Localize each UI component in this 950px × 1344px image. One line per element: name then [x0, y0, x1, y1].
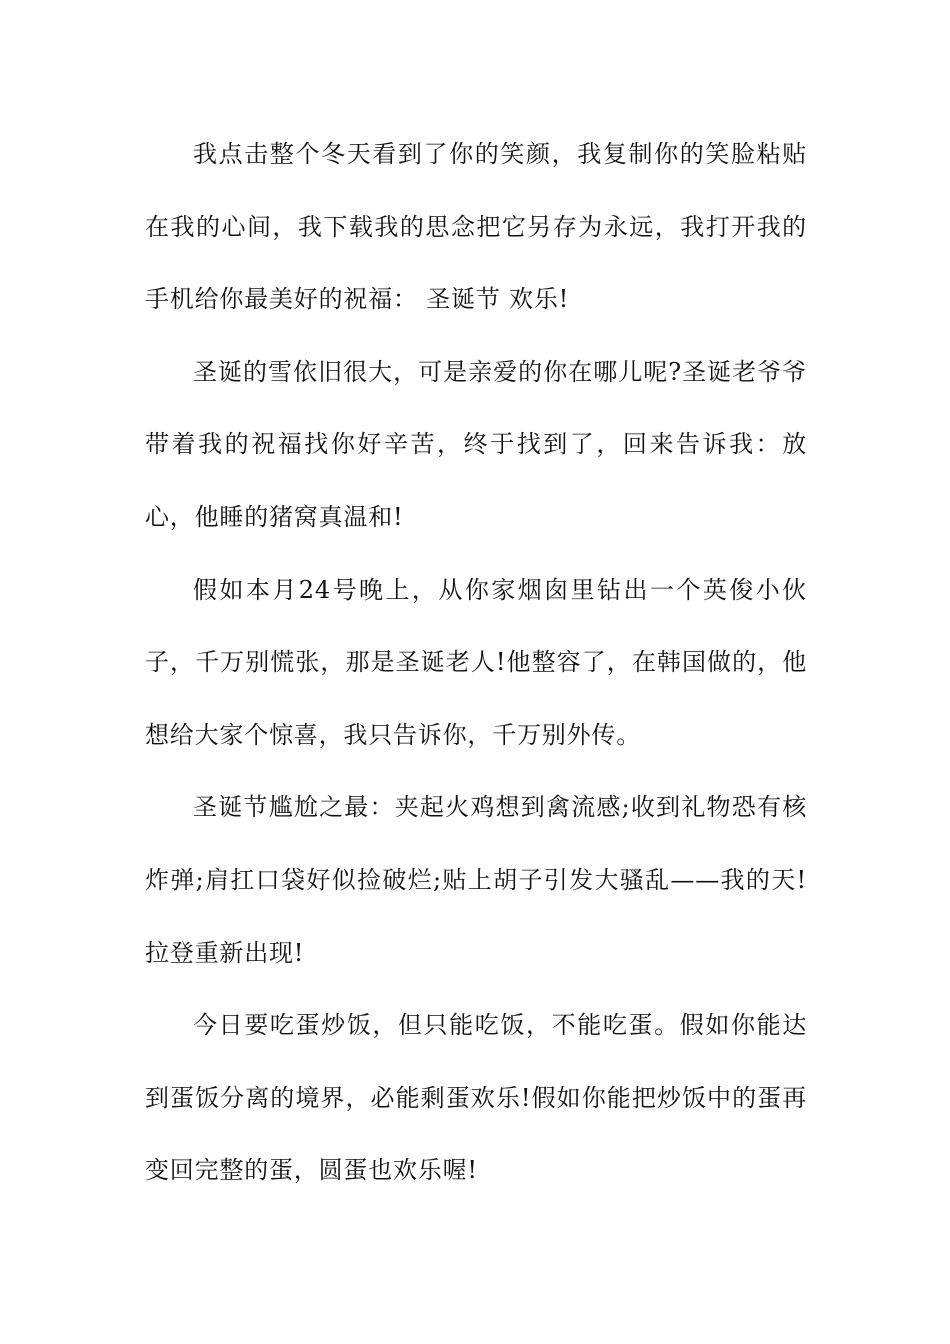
document-body	[145, 118, 807, 1207]
paragraph-2: 圣诞的雪依旧很大，可是亲爱的你在哪儿呢?圣诞老爷爷带着我的祝福找你好辛苦，终于找到了，回来告诉我：放心，他睡的猪窝真温和!	[145, 357, 807, 531]
paragraph-4: 圣诞节尴尬之最：夹起火鸡想到禽流感;收到礼物恐有核炸弹;肩扛口袋好似捡破烂;贴上胡子引发大骚乱——我的天!拉登重新出现!	[145, 793, 807, 967]
paragraph-1: 我点击整个冬天看到了你的笑颜，我复制你的笑脸粘贴在我的心间，我下载我的思念把它另存为永远，我打开我的手机给你最美好的祝福： 圣诞节 欢乐!	[145, 140, 807, 314]
paragraph-5: 今日要吃蛋炒饭，但只能吃饭，不能吃蛋。假如你能达到蛋饭分离的境界，必能剩蛋欢乐!假如你能把炒饭中的蛋再变回完整的蛋，圆蛋也欢乐喔!	[145, 1011, 807, 1185]
paragraph-3: 假如本月24号晚上，从你家烟囱里钻出一个英俊小伙子，千万别慌张，那是圣诞老人!他整容了，在韩国做的，他想给大家个惊喜，我只告诉你，千万别外传。	[145, 575, 807, 749]
